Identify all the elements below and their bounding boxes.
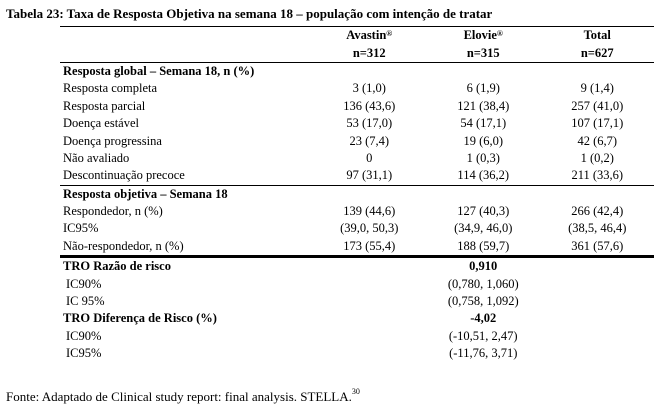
cell-avastin: 139 (44,6) bbox=[343, 204, 396, 219]
section-title-objective: Resposta objetiva – Semana 18 bbox=[60, 185, 654, 203]
cell-avastin: 3 (1,0) bbox=[352, 81, 386, 96]
table-row bbox=[60, 293, 654, 310]
section-title-ratio: TRO Razão de risco bbox=[63, 259, 171, 274]
difference-value: -4,02 bbox=[470, 311, 497, 326]
section-title-difference: TRO Diferença de Risco (%) bbox=[63, 311, 217, 326]
cell-value: (-10,51, 2,47) bbox=[448, 328, 518, 343]
cell-elovie: 127 (40,3) bbox=[457, 204, 510, 219]
table-row bbox=[60, 115, 654, 132]
row-label: IC90% bbox=[66, 276, 102, 291]
cell-elovie: 19 (6,0) bbox=[463, 133, 504, 148]
cell-avastin: 53 (17,0) bbox=[346, 116, 393, 131]
row-label: Doença progressina bbox=[63, 133, 162, 148]
header-avastin: Avastin® bbox=[313, 27, 426, 45]
table-row bbox=[60, 203, 654, 220]
header-total: Total bbox=[541, 27, 655, 45]
cell-elovie: 114 (36,2) bbox=[457, 168, 510, 183]
cell-total: 1 (0,2) bbox=[580, 150, 614, 165]
table-caption: Tabela 23: Taxa de Resposta Objetiva na semana 18 – população com intenção de tratar bbox=[6, 6, 493, 21]
row-label: Respondedor, n (%) bbox=[63, 204, 163, 219]
cell-elovie: 6 (1,9) bbox=[466, 81, 500, 96]
footnote-ref: 30 bbox=[351, 387, 360, 396]
table-row bbox=[60, 98, 654, 115]
header-n-row bbox=[60, 44, 654, 62]
results-table bbox=[60, 26, 654, 362]
section-header bbox=[60, 310, 654, 327]
row-label: IC90% bbox=[66, 328, 102, 343]
cell-elovie: 54 (17,1) bbox=[460, 116, 507, 131]
table-row bbox=[60, 275, 654, 292]
table-row bbox=[60, 220, 654, 237]
header-total-n: n=627 bbox=[541, 44, 655, 62]
cell-avastin: (39,0, 50,3) bbox=[340, 221, 399, 236]
cell-elovie: 1 (0,3) bbox=[466, 150, 500, 165]
header-elovie-n: n=315 bbox=[426, 44, 541, 62]
row-label: Doença estável bbox=[63, 116, 140, 131]
row-label: Descontinuação precoce bbox=[63, 168, 185, 183]
section-header bbox=[60, 62, 654, 80]
cell-elovie: 121 (38,4) bbox=[457, 98, 510, 113]
header-row bbox=[60, 27, 654, 45]
table-row bbox=[60, 150, 654, 167]
cell-value: (-11,76, 3,71) bbox=[449, 346, 518, 361]
cell-avastin: 136 (43,6) bbox=[343, 98, 396, 113]
cell-total: 107 (17,1) bbox=[571, 116, 624, 131]
table-row bbox=[60, 80, 654, 97]
table-row bbox=[60, 345, 654, 362]
cell-total: 9 (1,4) bbox=[580, 81, 614, 96]
cell-avastin: 173 (55,4) bbox=[313, 238, 426, 257]
table-row bbox=[60, 167, 654, 185]
row-label: Não avaliado bbox=[63, 150, 130, 165]
cell-total: 211 (33,6) bbox=[571, 168, 624, 183]
cell-avastin: 0 bbox=[366, 150, 373, 165]
section-title-global: Resposta global – Semana 18, n (%) bbox=[63, 63, 255, 78]
header-elovie: Elovie® bbox=[426, 27, 541, 45]
row-label: IC95% bbox=[63, 221, 99, 236]
cell-avastin: 97 (31,1) bbox=[346, 168, 393, 183]
cell-total: 42 (6,7) bbox=[577, 133, 618, 148]
cell-elovie: (34,9, 46,0) bbox=[454, 221, 513, 236]
section-header bbox=[60, 185, 654, 203]
cell-avastin: 23 (7,4) bbox=[349, 133, 390, 148]
ratio-value: 0,910 bbox=[469, 259, 498, 274]
table-row bbox=[60, 132, 654, 149]
cell-total: 266 (42,4) bbox=[571, 204, 624, 219]
row-label: Resposta completa bbox=[63, 81, 158, 96]
cell-value: (0,780, 1,060) bbox=[447, 276, 519, 291]
header-blank bbox=[60, 27, 313, 45]
section-header bbox=[60, 257, 654, 276]
cell-value: (0,758, 1,092) bbox=[447, 294, 519, 309]
cell-elovie: 188 (59,7) bbox=[426, 238, 541, 257]
cell-total: 361 (57,6) bbox=[541, 238, 655, 257]
source-footnote: Fonte: Adaptado de Clinical study report: final analysis. STELLA.$^{30}$ bbox=[6, 387, 360, 404]
row-label: IC 95% bbox=[66, 294, 105, 309]
row-label: Resposta parcial bbox=[63, 98, 146, 113]
cell-total: 257 (41,0) bbox=[571, 98, 624, 113]
cell-total: (38,5, 46,4) bbox=[568, 221, 627, 236]
row-label: IC95% bbox=[66, 346, 102, 361]
table-row bbox=[60, 328, 654, 345]
row-label: Não-respondedor, n (%) bbox=[60, 238, 313, 257]
table-row bbox=[60, 238, 654, 257]
header-avastin-n: n=312 bbox=[313, 44, 426, 62]
